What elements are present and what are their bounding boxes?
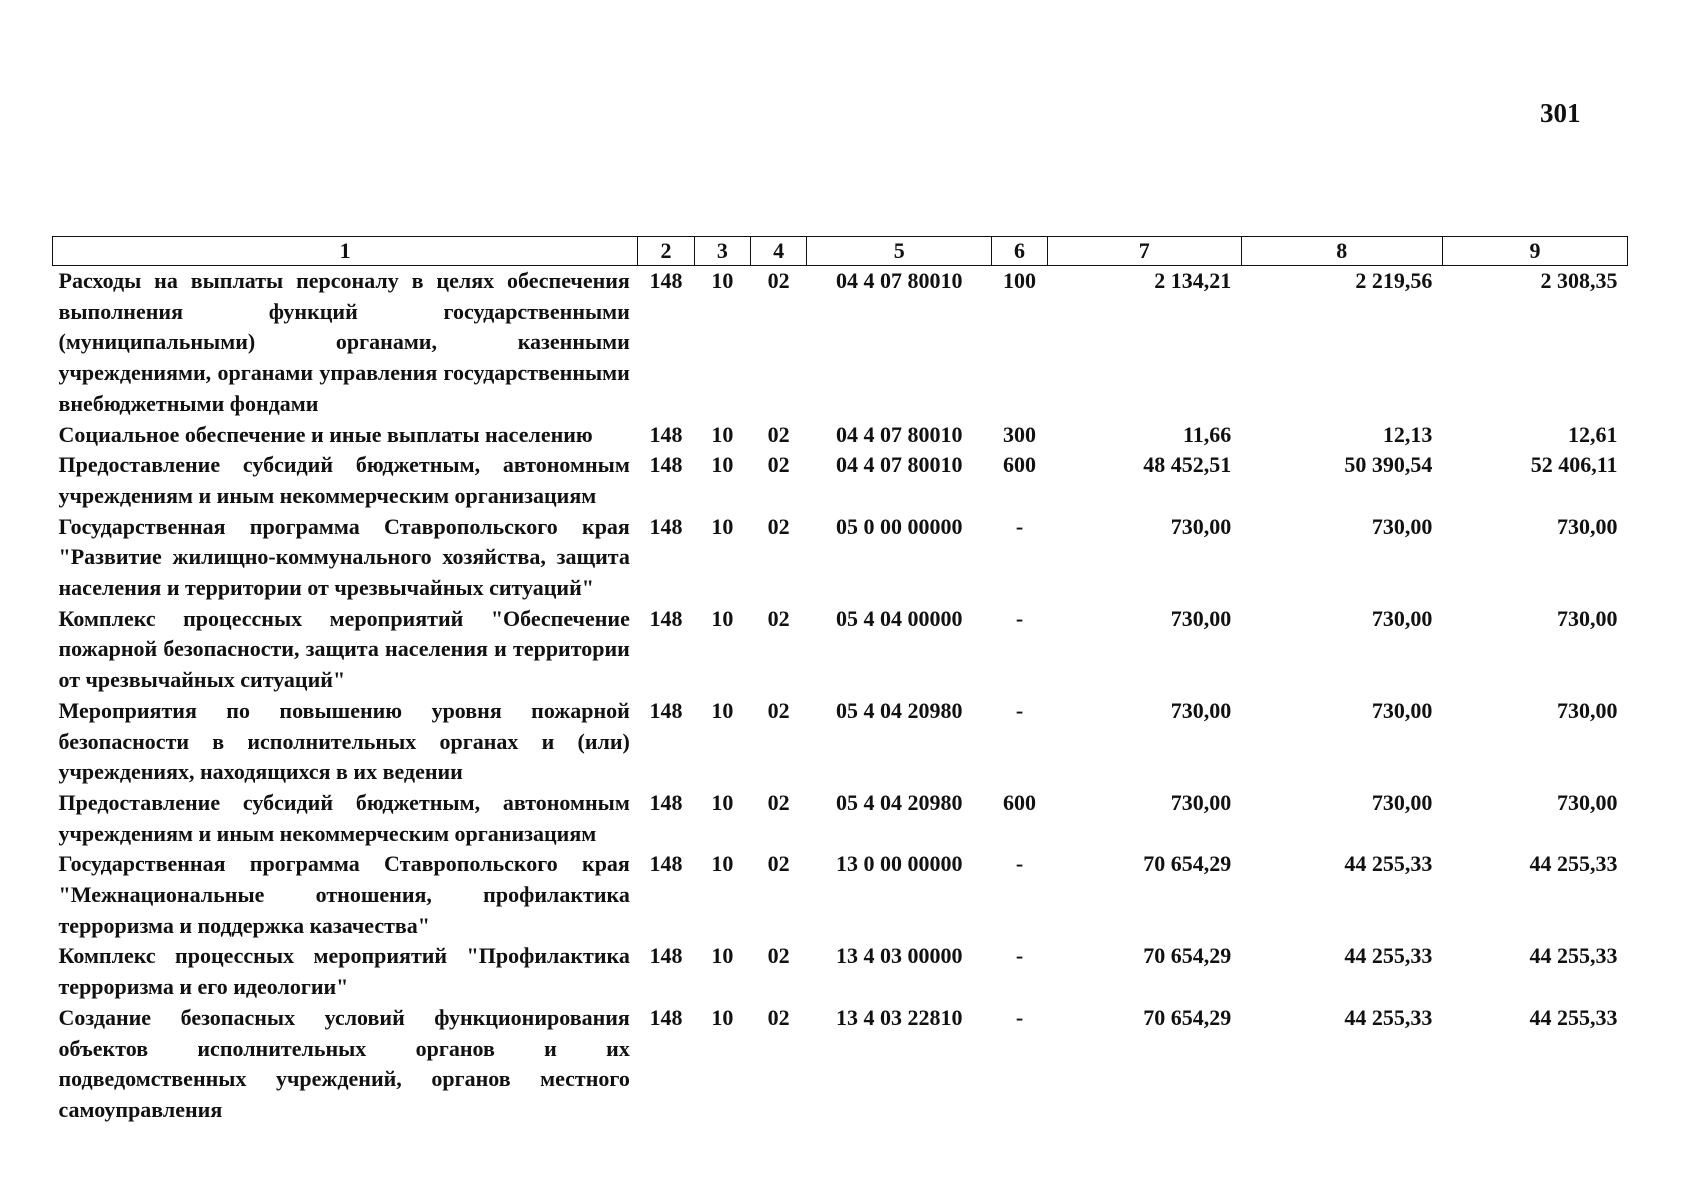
header-col-2: 2 — [638, 237, 694, 266]
cell-expense-type: - — [1015, 1004, 1024, 1030]
cell-section-code: 10 — [711, 605, 734, 631]
table-row — [53, 450, 1628, 511]
table-row — [53, 604, 1628, 696]
cell-section-code: 10 — [711, 421, 734, 447]
cell-description: Комплекс процессных мероприятий "Профилактика терроризма и его идеологии" — [58, 943, 630, 1000]
cell-amount-year2: 50 390,54 — [1344, 452, 1433, 478]
cell-target-article: 13 0 00 00000 — [836, 851, 963, 877]
cell-amount-year3: 730,00 — [1557, 605, 1618, 631]
cell-target-article: 05 0 00 00000 — [836, 513, 963, 539]
cell-amount-year3: 730,00 — [1557, 789, 1618, 815]
cell-description: Предоставление субсидий бюджетным, автономным учреждениям и иным некоммерческим организациям — [58, 452, 630, 508]
cell-amount-year3: 44 255,33 — [1529, 1004, 1618, 1030]
cell-ministry-code: 148 — [649, 513, 683, 539]
cell-section-code: 10 — [711, 851, 734, 877]
cell-amount-year2: 2 219,56 — [1355, 268, 1433, 293]
cell-description: Создание безопасных условий функционирования объектов исполнительных органов и их подведомственных учреждений, органов местного самоуправления — [58, 1004, 630, 1122]
cell-subsection-code: 02 — [767, 605, 790, 631]
cell-expense-type: - — [1015, 851, 1024, 877]
cell-target-article: 05 4 04 00000 — [836, 605, 963, 631]
cell-description: Социальное обеспечение и иные выплаты населению — [58, 421, 593, 447]
cell-description: Государственная программа Ставропольского края "Межнациональные отношения, профилактика терроризма и поддержка казачества" — [58, 851, 630, 938]
header-col-9: 9 — [1442, 237, 1627, 266]
cell-expense-type: 300 — [1002, 421, 1036, 447]
cell-expense-type: 600 — [1002, 452, 1036, 478]
cell-amount-year1: 2 134,21 — [1154, 268, 1232, 293]
table-body — [53, 266, 1628, 1126]
header-row — [53, 237, 1628, 266]
cell-description: Комплекс процессных мероприятий "Обеспечение пожарной безопасности, защита населения и территории от чрезвычайных ситуаций" — [58, 605, 630, 693]
cell-amount-year2: 44 255,33 — [1344, 943, 1433, 969]
cell-ministry-code: 148 — [649, 605, 683, 631]
cell-description: Государственная программа Ставропольского края "Развитие жилищно-коммунального хозяйства, защита населения и территории от чрезвычайных ситуаций" — [58, 513, 630, 601]
cell-subsection-code: 02 — [767, 851, 790, 877]
cell-ministry-code: 148 — [649, 452, 683, 478]
table-row — [53, 1003, 1628, 1126]
header-col-6: 6 — [992, 237, 1047, 266]
cell-amount-year2: 730,00 — [1371, 605, 1433, 631]
header-col-7: 7 — [1047, 237, 1241, 266]
cell-amount-year1: 11,66 — [1182, 421, 1232, 447]
table-row — [53, 941, 1628, 1002]
cell-subsection-code: 02 — [767, 452, 790, 478]
header-col-4: 4 — [750, 237, 806, 266]
cell-subsection-code: 02 — [767, 513, 790, 539]
cell-amount-year1: 730,00 — [1170, 789, 1232, 815]
cell-description: Расходы на выплаты персоналу в целях обеспечения выполнения функций государственными (муниципальными) органами, казенными учреждениями, органами управления государственными внебюджетными фондами — [58, 268, 630, 416]
table-row — [53, 266, 1628, 420]
cell-section-code: 10 — [711, 789, 734, 815]
cell-amount-year1: 70 654,29 — [1143, 943, 1232, 969]
cell-amount-year2: 12,13 — [1382, 421, 1433, 447]
cell-section-code: 10 — [711, 452, 734, 478]
cell-amount-year2: 44 255,33 — [1344, 1004, 1433, 1030]
cell-amount-year1: 70 654,29 — [1143, 851, 1232, 877]
header-col-8: 8 — [1241, 237, 1442, 266]
cell-description: Мероприятия по повышению уровня пожарной безопасности в исполнительных органах и (или) учреждениях, находящихся в их ведении — [58, 697, 630, 785]
cell-subsection-code: 02 — [767, 943, 790, 969]
cell-expense-type: 600 — [1002, 789, 1036, 815]
table-row — [53, 696, 1628, 788]
table-row — [53, 420, 1628, 451]
cell-description: Предоставление субсидий бюджетным, автономным учреждениям и иным некоммерческим организациям — [58, 789, 630, 846]
budget-table — [52, 236, 1628, 1126]
cell-target-article: 04 4 07 80010 — [836, 421, 963, 447]
cell-amount-year2: 730,00 — [1371, 697, 1433, 723]
cell-expense-type: - — [1015, 513, 1024, 539]
cell-ministry-code: 148 — [649, 697, 683, 723]
cell-amount-year3: 12,61 — [1568, 421, 1618, 447]
cell-ministry-code: 148 — [649, 789, 683, 815]
cell-expense-type: 100 — [1002, 268, 1036, 293]
cell-amount-year2: 730,00 — [1371, 789, 1433, 815]
table-row — [53, 788, 1628, 849]
cell-ministry-code: 148 — [649, 1004, 683, 1030]
cell-amount-year1: 730,00 — [1170, 513, 1232, 539]
cell-section-code: 10 — [711, 943, 734, 969]
cell-amount-year3: 2 308,35 — [1540, 268, 1618, 293]
cell-target-article: 13 4 03 00000 — [836, 943, 963, 969]
cell-amount-year1: 70 654,29 — [1143, 1004, 1232, 1030]
header-col-5: 5 — [807, 237, 992, 266]
cell-target-article: 05 4 04 20980 — [836, 789, 963, 815]
table-header — [53, 237, 1628, 266]
cell-target-article: 05 4 04 20980 — [836, 697, 963, 723]
cell-subsection-code: 02 — [767, 1004, 790, 1030]
cell-amount-year1: 48 452,51 — [1143, 452, 1232, 478]
cell-target-article: 13 4 03 22810 — [836, 1004, 963, 1030]
cell-amount-year3: 730,00 — [1557, 513, 1618, 539]
cell-ministry-code: 148 — [649, 851, 683, 877]
table-row — [53, 512, 1628, 604]
cell-amount-year1: 730,00 — [1170, 697, 1232, 723]
cell-section-code: 10 — [711, 1004, 734, 1030]
cell-subsection-code: 02 — [767, 268, 790, 293]
cell-expense-type: - — [1015, 943, 1024, 969]
cell-subsection-code: 02 — [767, 421, 790, 447]
table-row — [53, 849, 1628, 941]
cell-section-code: 10 — [711, 268, 734, 293]
cell-amount-year2: 44 255,33 — [1344, 851, 1433, 877]
page-number: 301 — [1540, 98, 1581, 128]
cell-amount-year2: 730,00 — [1371, 513, 1433, 539]
cell-ministry-code: 148 — [649, 943, 683, 969]
cell-section-code: 10 — [711, 513, 734, 539]
cell-amount-year3: 44 255,33 — [1529, 851, 1618, 877]
cell-subsection-code: 02 — [767, 697, 790, 723]
cell-amount-year3: 52 406,11 — [1530, 452, 1618, 478]
cell-subsection-code: 02 — [767, 789, 790, 815]
cell-section-code: 10 — [711, 697, 734, 723]
header-col-3: 3 — [694, 237, 750, 266]
cell-ministry-code: 148 — [649, 268, 683, 293]
cell-expense-type: - — [1015, 697, 1024, 723]
cell-amount-year3: 730,00 — [1557, 697, 1618, 723]
cell-target-article: 04 4 07 80010 — [836, 268, 963, 293]
cell-amount-year1: 730,00 — [1170, 605, 1232, 631]
cell-expense-type: - — [1015, 605, 1024, 631]
header-col-1: 1 — [53, 237, 638, 266]
cell-target-article: 04 4 07 80010 — [836, 452, 963, 478]
cell-ministry-code: 148 — [649, 421, 683, 447]
cell-amount-year3: 44 255,33 — [1529, 943, 1618, 969]
